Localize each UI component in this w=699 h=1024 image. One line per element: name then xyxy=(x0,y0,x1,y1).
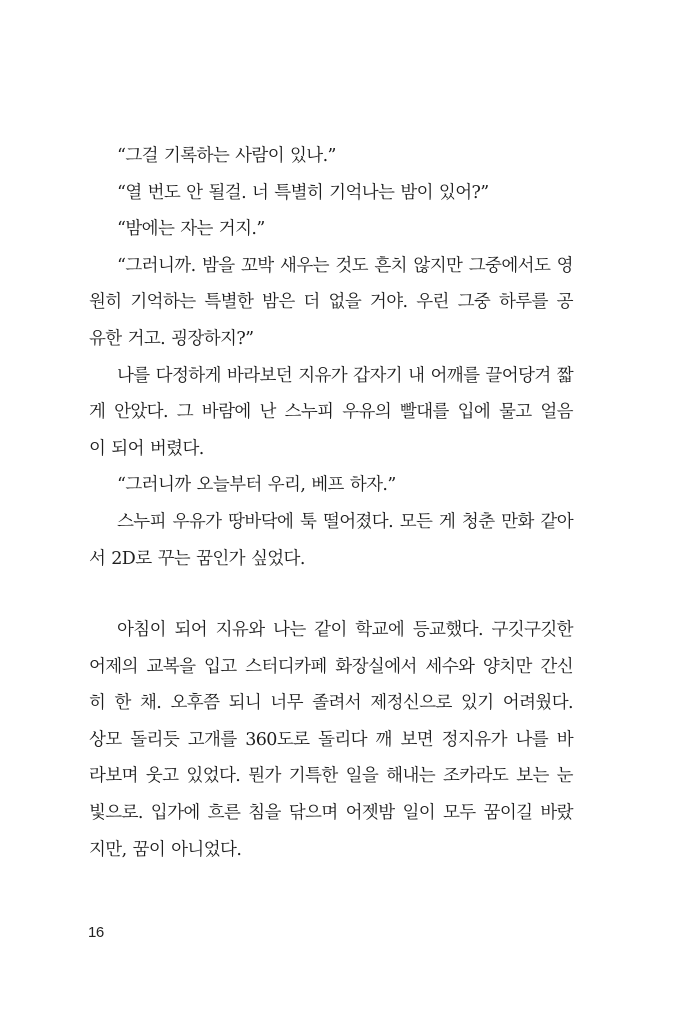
narrative-paragraph xyxy=(89,612,573,868)
text-line: 지만, 꿈이 아니었다. xyxy=(89,839,242,860)
dialogue-paragraph xyxy=(103,211,573,248)
text-line: 라보며 웃고 있었다. 뭔가 기특한 일을 해내는 조카라도 보는 눈 xyxy=(89,766,573,787)
narrative-paragraph xyxy=(89,504,573,577)
text-line: 게 안았다. 그 바람에 난 스누피 우유의 빨대를 입에 물고 얼음 xyxy=(89,402,573,423)
text-line: 원히 기억하는 특별한 밤은 더 없을 거야. 우린 그중 하루를 공 xyxy=(89,292,573,313)
text-line: “밤에는 자는 거지.” xyxy=(117,219,265,240)
page-number: 16 xyxy=(88,924,104,941)
dialogue-paragraph xyxy=(103,138,573,175)
text-line: 아침이 되어 지유와 나는 같이 학교에 등교했다. 구깃구깃한 xyxy=(117,620,573,640)
text-line: 유한 거고. 굉장하지?” xyxy=(89,328,254,349)
text-line: 나를 다정하게 바라보던 지유가 갑자기 내 어깨를 끌어당겨 짧 xyxy=(117,365,573,386)
text-line: 이 되어 버렸다. xyxy=(89,438,204,459)
text-line: 상모 돌리듯 고개를 360도로 돌리다 깨 보면 정지유가 나를 바 xyxy=(89,729,573,750)
text-section-1 xyxy=(89,138,573,577)
dialogue-paragraph xyxy=(103,467,573,504)
text-section-2 xyxy=(89,612,573,868)
text-line: 어제의 교복을 입고 스터디카페 화장실에서 세수와 양치만 간신 xyxy=(89,656,573,677)
text-line: 빛으로. 입가에 흐른 침을 닦으며 어젯밤 일이 모두 꿈이길 바랐 xyxy=(89,802,573,823)
narrative-paragraph xyxy=(89,358,573,468)
text-line: “열 번도 안 될걸. 너 특별히 기억나는 밤이 있어?” xyxy=(117,182,489,203)
dialogue-paragraph xyxy=(103,175,573,212)
text-line: “그러니까 오늘부터 우리, 베프 하자.” xyxy=(117,475,396,496)
dialogue-paragraph xyxy=(89,248,573,358)
text-line: “그러니까. 밤을 꼬박 새우는 것도 흔치 않지만 그중에서도 영 xyxy=(117,255,573,276)
text-line: 히 한 채. 오후쯤 되니 너무 졸려서 제정신으로 있기 어려웠다. xyxy=(89,693,573,714)
text-line: 스누피 우유가 땅바닥에 툭 떨어졌다. 모든 게 청춘 만화 같아 xyxy=(117,511,573,532)
text-line: “그걸 기록하는 사람이 있나.” xyxy=(117,146,336,166)
text-line: 서 2D로 꾸는 꿈인가 싶었다. xyxy=(89,548,305,569)
